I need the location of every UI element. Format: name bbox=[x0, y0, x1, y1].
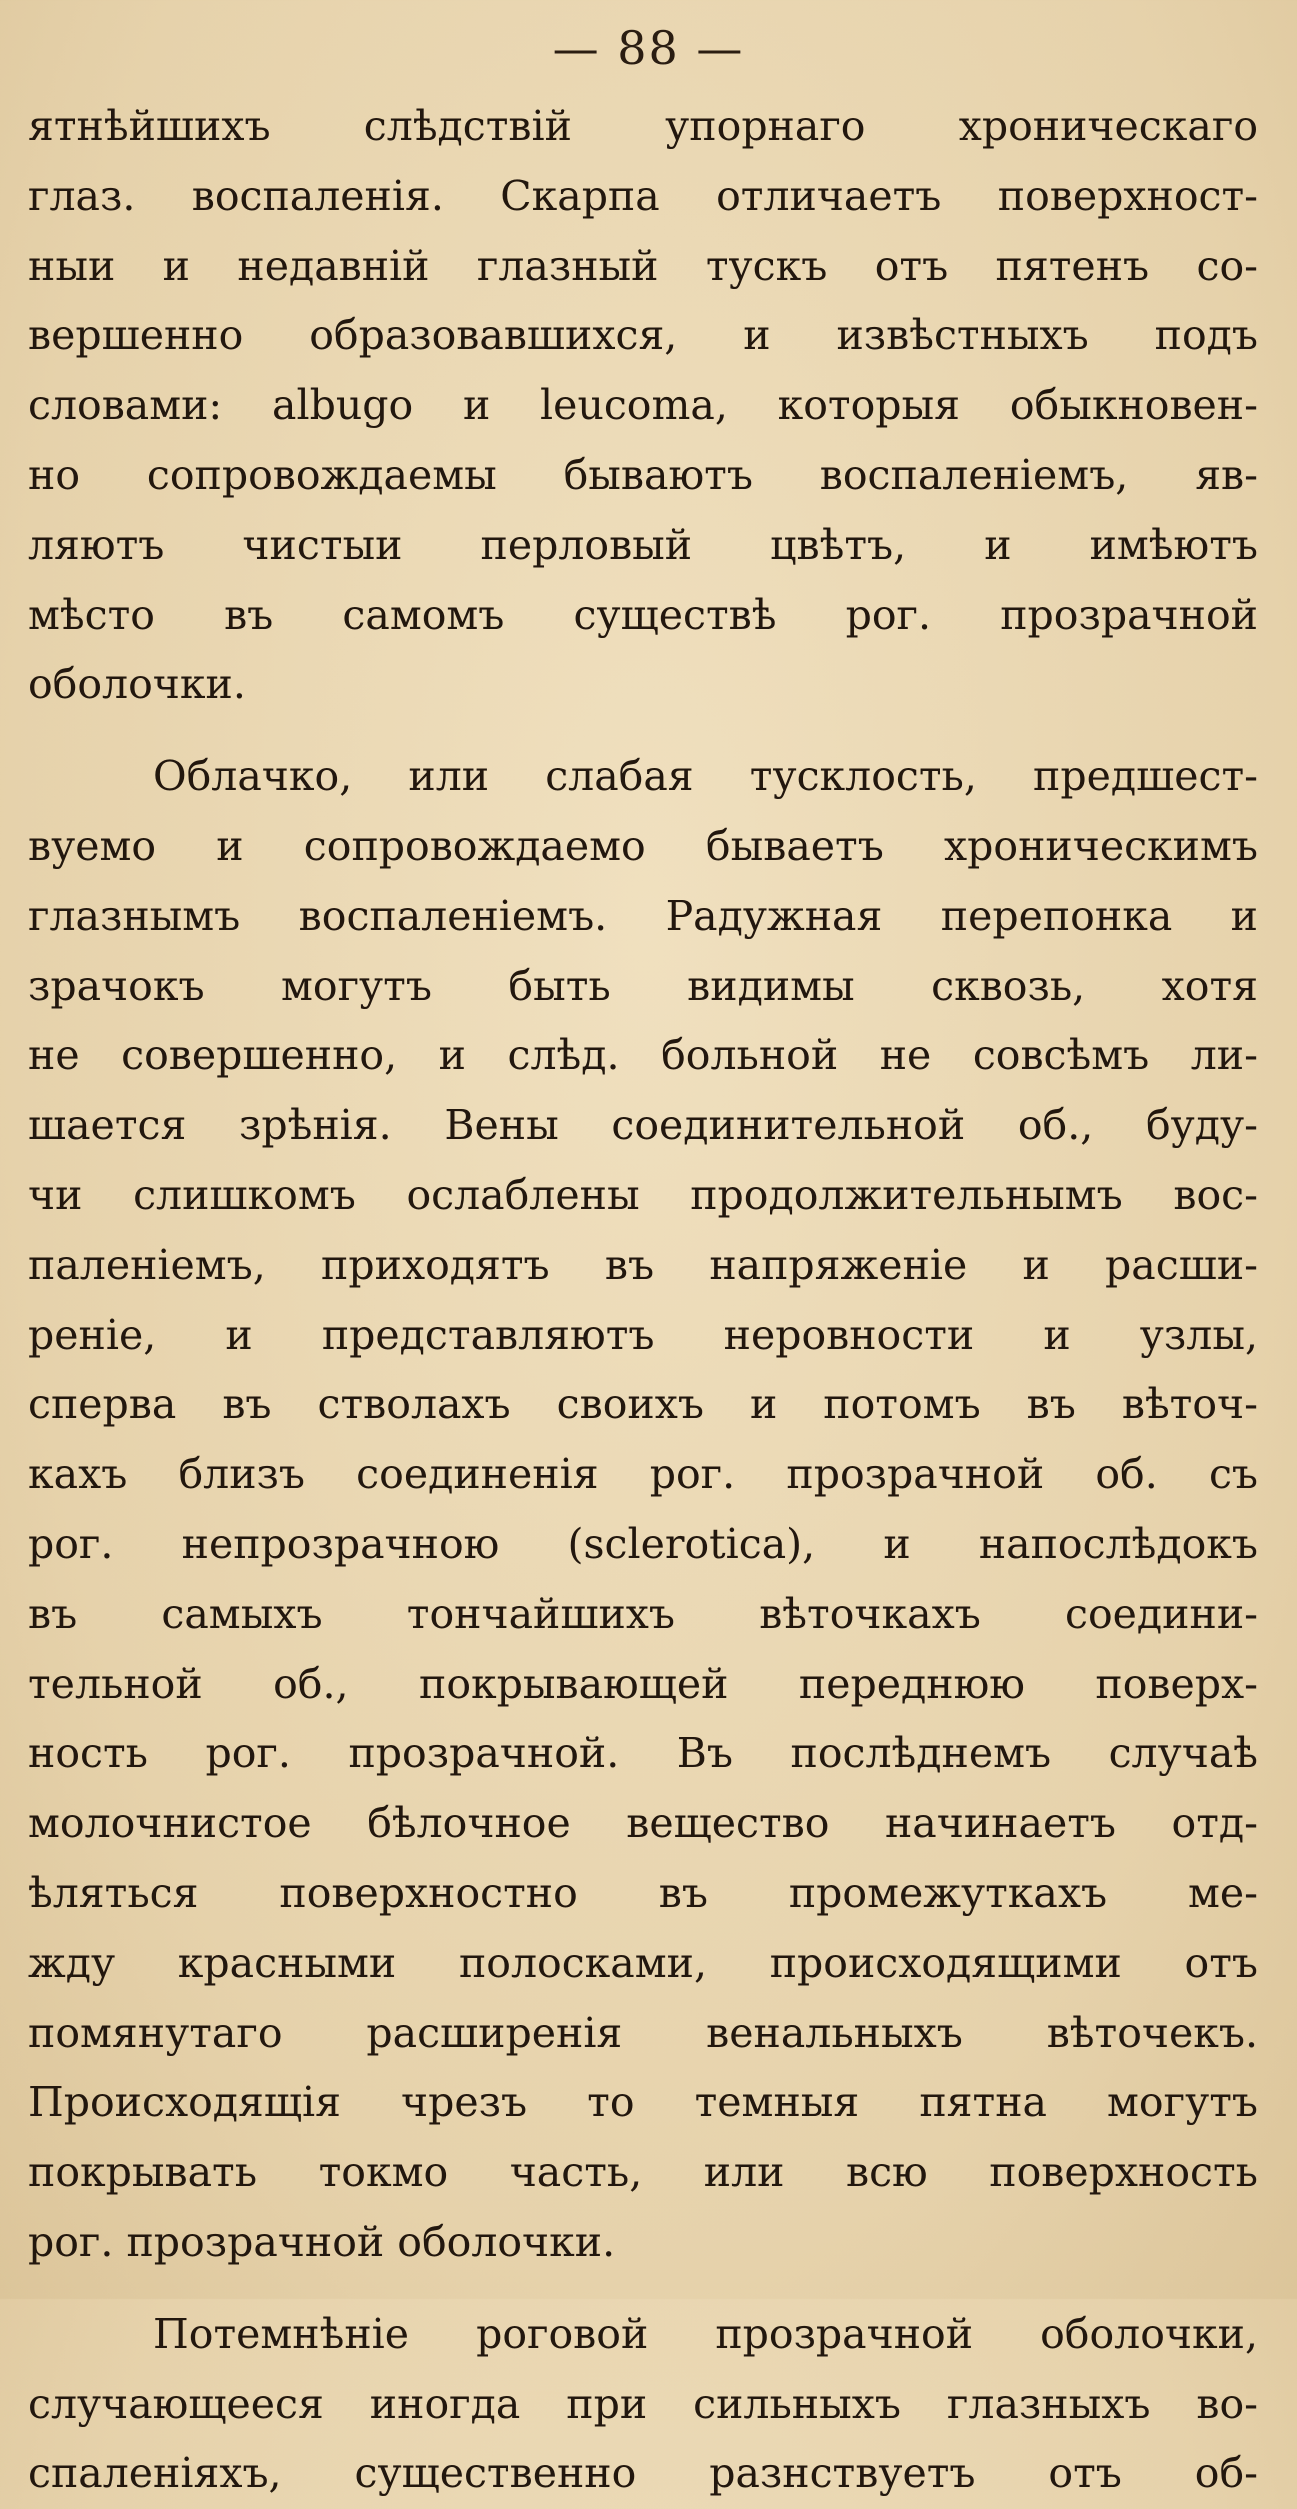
page-number: — 88 — bbox=[552, 21, 745, 75]
text-line: но сопровождаемы бываютъ воспаленіемъ, яв- bbox=[28, 450, 1258, 499]
text-line: сперва въ стволахъ своихъ и потомъ въ вѣточ- bbox=[28, 1380, 1258, 1429]
text-line: не совершенно, и слѣд. больной не совсѣмъ ли- bbox=[28, 1031, 1258, 1080]
text-line: Происходящія чрезъ то темныя пятна могутъ bbox=[28, 2078, 1258, 2127]
text-line: покрывать токмо часть, или всю поверхность bbox=[28, 2148, 1258, 2197]
text-line: ныи и недавній глазный тускъ отъ пятенъ со- bbox=[28, 241, 1258, 290]
text-line: глаз. воспаленія. Скарпа отличаетъ поверхност- bbox=[28, 171, 1258, 220]
text-line: случающееся иногда при сильныхъ глазныхъ во- bbox=[28, 2379, 1258, 2428]
text-line: чи слишкомъ ослаблены продолжительнымъ вос- bbox=[28, 1170, 1258, 1219]
paragraph-gap bbox=[28, 720, 1258, 742]
text-line: ѣляться поверхностно въ промежуткахъ ме- bbox=[28, 1868, 1258, 1917]
text-line: спаленіяхъ, существенно разнствуетъ отъ об- bbox=[28, 2449, 1258, 2498]
text-line: ляютъ чистыи перловый цвѣтъ, и имѣютъ bbox=[28, 520, 1258, 569]
text-line: помянутаго расширенія венальныхъ вѣточекъ. bbox=[28, 2008, 1258, 2057]
text-line: шается зрѣнія. Вены соединительной об., буду- bbox=[28, 1101, 1258, 1150]
text-line: рог. прозрачной оболочки. bbox=[28, 2217, 616, 2266]
text-line: рог. непрозрачною (sclerotica), и напослѣдокъ bbox=[28, 1519, 1258, 1568]
paragraph-3 bbox=[28, 2300, 1258, 2509]
text-line: молочнистое бѣлочное вещество начинаетъ отд- bbox=[28, 1799, 1258, 1848]
text-line: Потемнѣніе роговой прозрачной оболочки, bbox=[153, 2309, 1258, 2358]
paragraph-1 bbox=[28, 92, 1258, 720]
text-line: оболочки. bbox=[28, 660, 246, 709]
text-line: жду красными полосками, происходящими отъ bbox=[28, 1938, 1258, 1987]
paragraph-2 bbox=[28, 742, 1258, 2278]
text-line: вуемо и сопровождаемо бываетъ хроническимъ bbox=[28, 821, 1258, 870]
text-body bbox=[28, 92, 1258, 2509]
text-line: ность рог. прозрачной. Въ послѣднемъ случаѣ bbox=[28, 1729, 1258, 1778]
text-line: вершенно образовавшихся, и извѣстныхъ подъ bbox=[28, 311, 1258, 360]
text-line: Облачко, или слабая тусклость, предшест- bbox=[153, 752, 1258, 801]
text-line: кахъ близъ соединенія рог. прозрачной об. съ bbox=[28, 1450, 1258, 1499]
paragraph-gap bbox=[28, 2278, 1258, 2300]
text-line: глазнымъ воспаленіемъ. Радужная перепонка и bbox=[28, 891, 1258, 940]
text-line: зрачокъ могутъ быть видимы сквозь, хотя bbox=[28, 961, 1258, 1010]
text-line: паленіемъ, приходятъ въ напряженіе и расши- bbox=[28, 1240, 1258, 1289]
text-line: въ самыхъ тончайшихъ вѣточкахъ соедини- bbox=[28, 1589, 1258, 1638]
text-line: мѣсто въ самомъ существѣ рог. прозрачной bbox=[28, 590, 1258, 639]
text-line: тельной об., покрывающей переднюю поверх- bbox=[28, 1659, 1258, 1708]
text-line: реніе, и представляютъ неровности и узлы, bbox=[28, 1310, 1258, 1359]
text-line: ятнѣйшихъ слѣдствій упорнаго хроническаго bbox=[28, 102, 1258, 150]
text-line: словами: albugo и leucoma, которыя обыкновен- bbox=[28, 381, 1258, 430]
